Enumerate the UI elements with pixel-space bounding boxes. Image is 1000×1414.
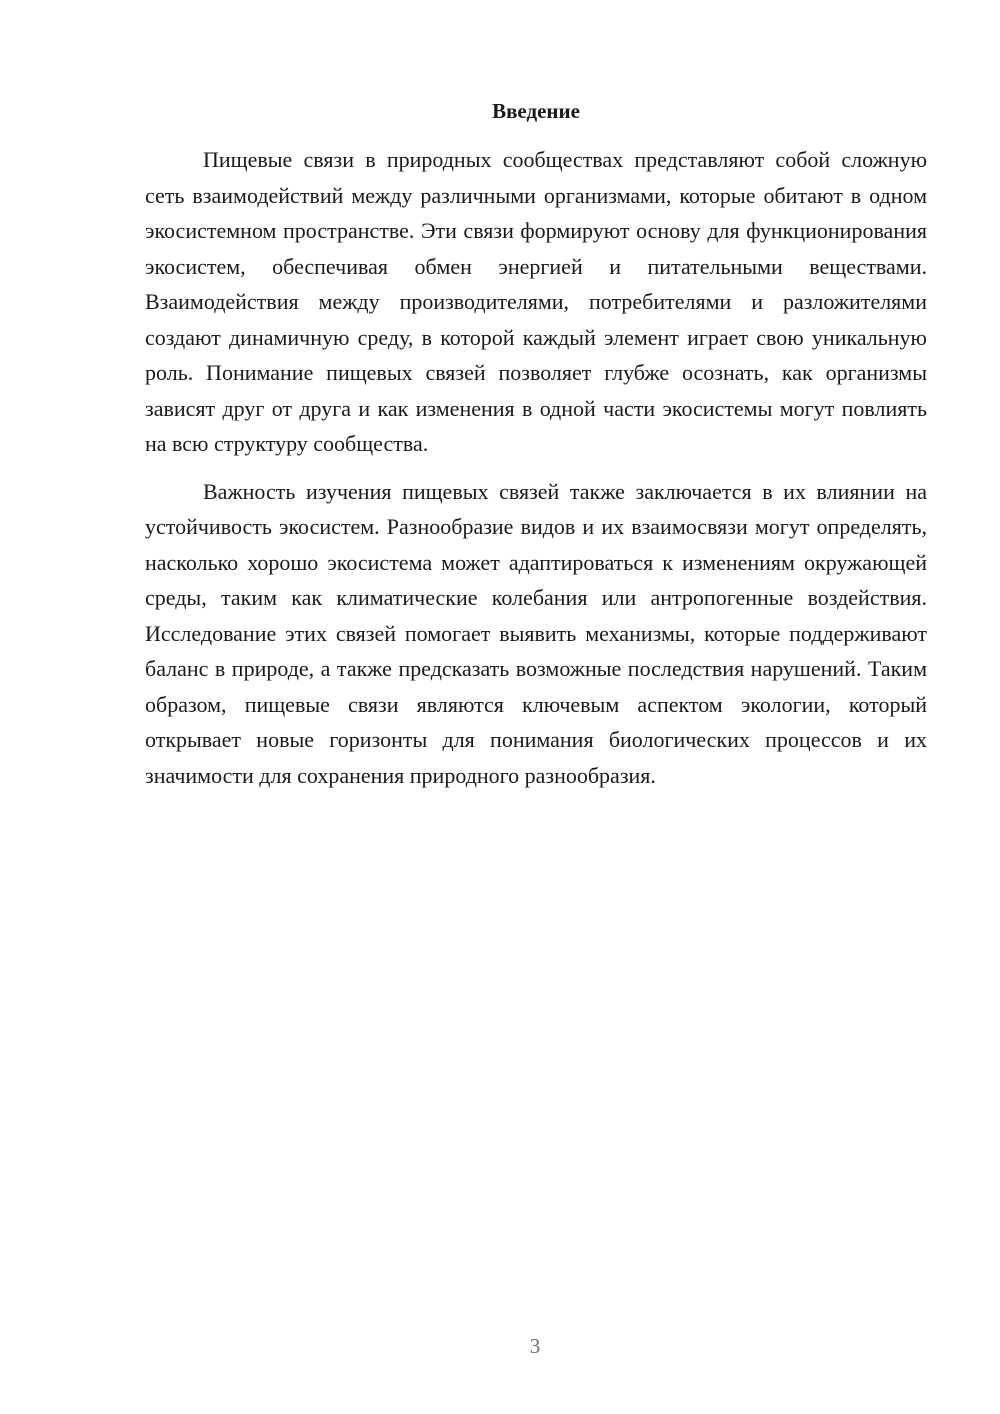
paragraph: Важность изучения пищевых связей также заключается в их влиянии на устойчивость экосистем. Разнообразие видов и их взаимосвязи могут определять, насколько хорошо экосистема может адаптироваться к изменениям окружающей среды, таким как климатические колебания или антропогенные воздействия. Исследование этих связей помогает выявить механизмы, которые поддерживают баланс в природе, а также предсказать возможные последствия нарушений. Таким образом, пищевые связи являются ключевым аспектом экологии, который открывает новые горизонты для понимания биологических процессов и их значимости для сохранения природного разнообразия. <box>145 478 927 788</box>
body-text <box>145 142 927 793</box>
section-heading: Введение <box>492 99 580 123</box>
page-number: 3 <box>529 1334 541 1358</box>
paragraph: Пищевые связи в природных сообществах представляют собой сложную сеть взаимодействий между различными организмами, которые обитают в одном экосистемном пространстве. Эти связи формируют основу для функционирования экосистем, обеспечивая обмен энергией и питательными веществами. Взаимодействия между производителями, потребителями и разложителями создают динамичную среду, в которой каждый элемент играет свою уникальную роль. Понимание пищевых связей позволяет глубже осознать, как организмы зависят друг от друга и как изменения в одной части экосистемы могут повлиять на всю структуру сообщества. <box>145 147 927 456</box>
